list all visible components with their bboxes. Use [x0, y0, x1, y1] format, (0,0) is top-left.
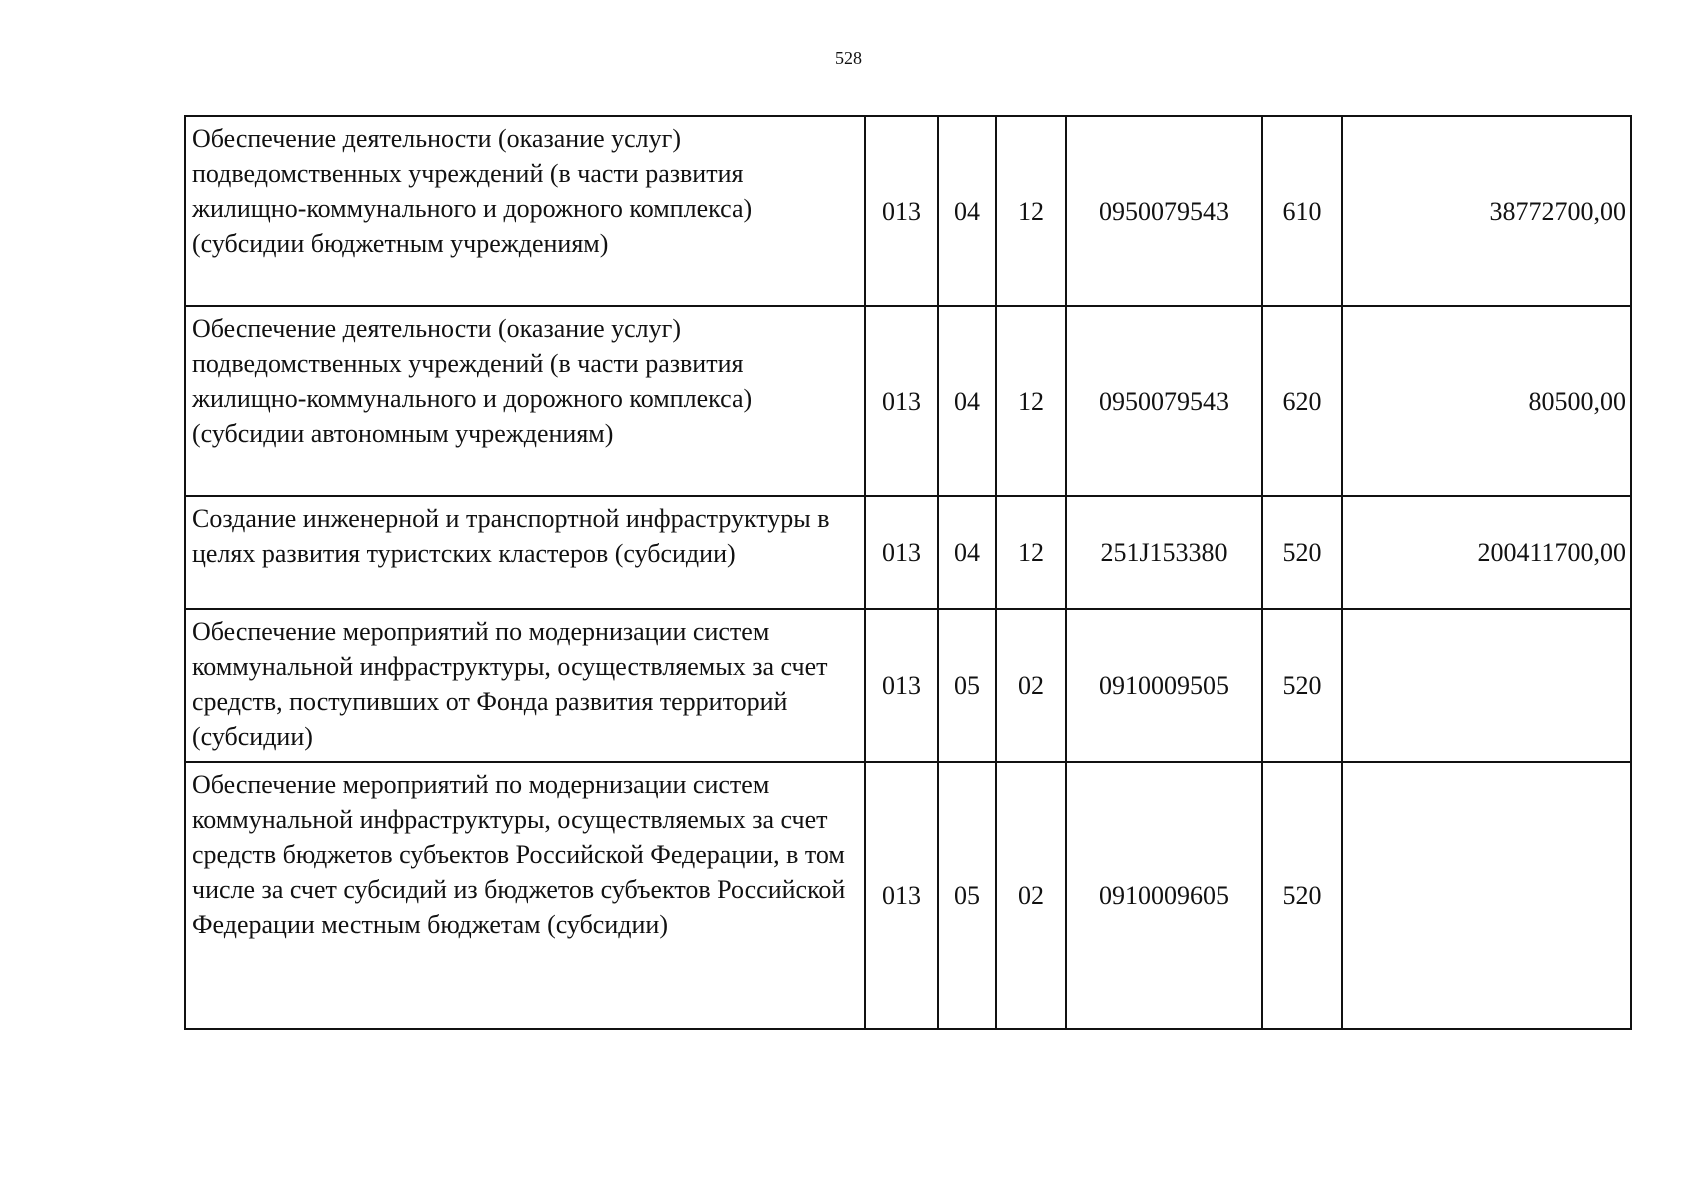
row-expense-type-code: 520 — [1262, 609, 1342, 762]
budget-table — [184, 115, 1632, 1030]
table-row — [185, 116, 1631, 306]
row-target-article-code: 0950079543 — [1066, 306, 1262, 496]
row-name: Обеспечение деятельности (оказание услуг) подведомственных учреждений (в части развития жилищно-коммунального и дорожного комплекса) (субсидии автономным учреждениям) — [185, 306, 865, 496]
page-number: 528 — [835, 48, 862, 68]
row-expense-type-code: 520 — [1262, 496, 1342, 609]
row-section-code: 04 — [938, 306, 996, 496]
row-subsection-code: 12 — [996, 116, 1066, 306]
row-expense-type-code: 520 — [1262, 762, 1342, 1029]
row-target-article-code: 0950079543 — [1066, 116, 1262, 306]
row-amount — [1342, 609, 1631, 762]
row-amount — [1342, 762, 1631, 1029]
row-amount: 38772700,00 — [1342, 116, 1631, 306]
row-ved-code: 013 — [865, 762, 938, 1029]
row-target-article-code: 0910009505 — [1066, 609, 1262, 762]
row-name: Обеспечение мероприятий по модернизации систем коммунальной инфраструктуры, осуществляемых за счет средств, поступивших от Фонда развития территорий (субсидии) — [185, 609, 865, 762]
row-subsection-code: 02 — [996, 762, 1066, 1029]
row-ved-code: 013 — [865, 496, 938, 609]
row-amount: 200411700,00 — [1342, 496, 1631, 609]
row-ved-code: 013 — [865, 306, 938, 496]
row-amount: 80500,00 — [1342, 306, 1631, 496]
table-row — [185, 762, 1631, 1029]
row-section-code: 04 — [938, 116, 996, 306]
table-row — [185, 609, 1631, 762]
row-name: Обеспечение мероприятий по модернизации систем коммунальной инфраструктуры, осуществляемых за счет средств бюджетов субъектов Российской Федерации, в том числе за счет субсидий из бюджетов субъектов Российской Федерации местным бюджетам (субсидии) — [185, 762, 865, 1029]
row-ved-code: 013 — [865, 116, 938, 306]
row-name: Обеспечение деятельности (оказание услуг) подведомственных учреждений (в части развития жилищно-коммунального и дорожного комплекса) (субсидии бюджетным учреждениям) — [185, 116, 865, 306]
row-expense-type-code: 620 — [1262, 306, 1342, 496]
row-section-code: 05 — [938, 762, 996, 1029]
row-target-article-code: 251J153380 — [1066, 496, 1262, 609]
table-row — [185, 496, 1631, 609]
row-expense-type-code: 610 — [1262, 116, 1342, 306]
row-subsection-code: 12 — [996, 306, 1066, 496]
row-subsection-code: 02 — [996, 609, 1066, 762]
row-name: Создание инженерной и транспортной инфраструктуры в целях развития туристских кластеров (субсидии) — [185, 496, 865, 609]
row-target-article-code: 0910009605 — [1066, 762, 1262, 1029]
table-row — [185, 306, 1631, 496]
row-section-code: 04 — [938, 496, 996, 609]
row-subsection-code: 12 — [996, 496, 1066, 609]
row-ved-code: 013 — [865, 609, 938, 762]
row-section-code: 05 — [938, 609, 996, 762]
